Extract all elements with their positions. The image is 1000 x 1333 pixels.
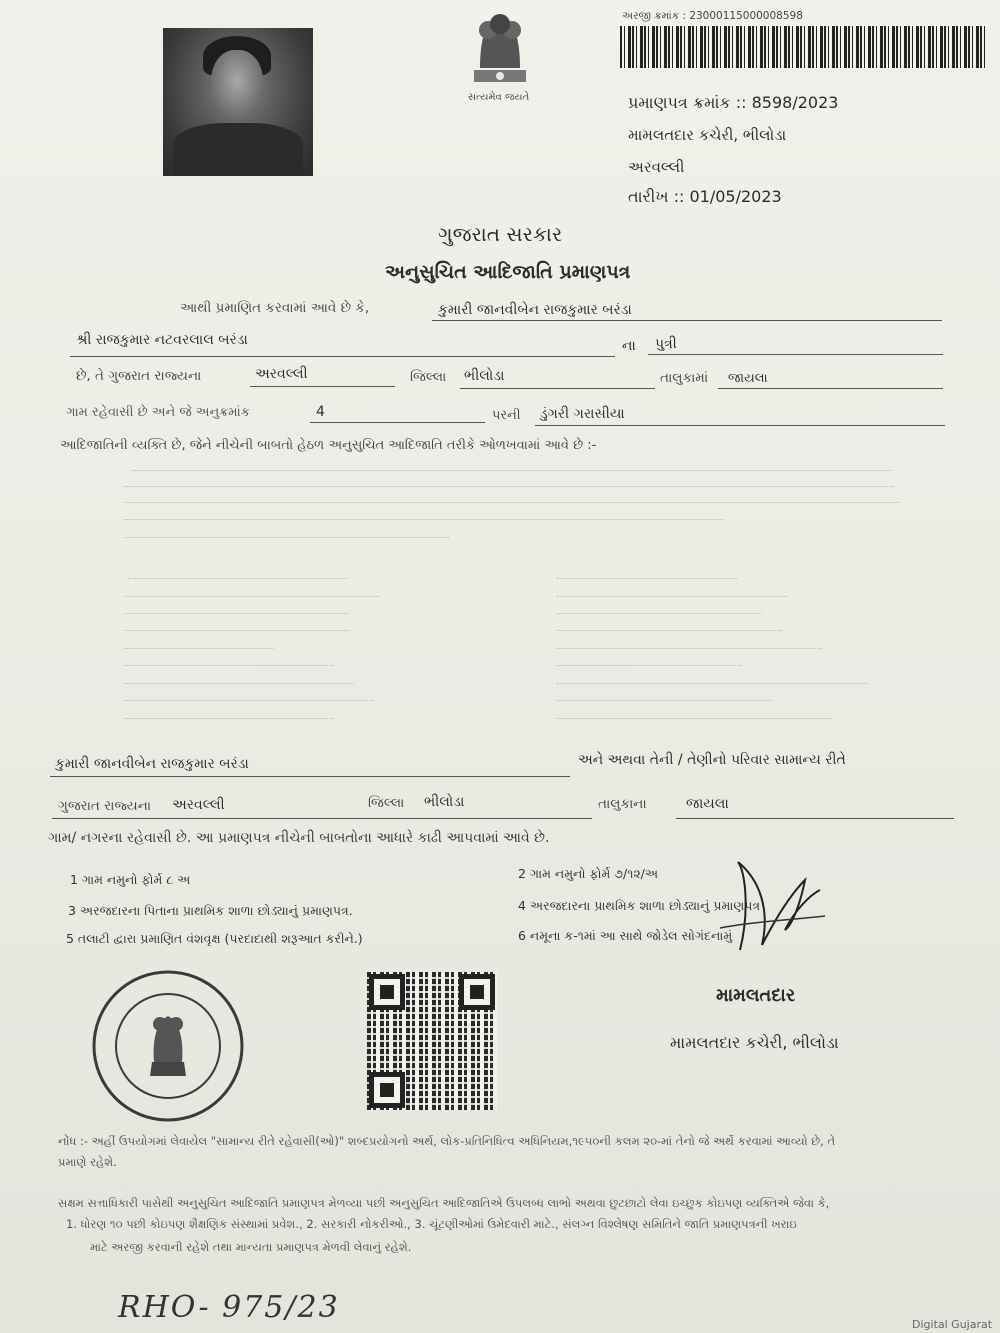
underline [718,388,943,389]
relation: પુત્રી [655,336,677,352]
national-emblem-icon [458,4,542,104]
underline [648,354,943,355]
note-1b: પ્રમાણે રહેશે. [58,1155,117,1169]
section2-state-text: ગુજરાત રાજ્યના [58,798,152,814]
certificate-number: પ્રમાણપત્ર ક્રમાંક :: 8598/2023 [628,93,839,112]
underline [250,386,395,387]
certificate-date: તારીખ :: 01/05/2023 [628,187,782,206]
issue-text: ગામ/ નગરના રહેવાસી છે. આ પ્રમાણપત્ર નીચેની બાબતોના આધારે કાઢી આપવામાં આવે છે. [48,830,550,846]
father-name: શ્રી રાજકુમાર નટવરલાલ બરંડા [76,332,248,348]
government-title: ગુજરાત સરકાર [438,222,563,246]
handwritten-reference: RHO- 975/23 [118,1290,340,1325]
village-value: જાયલા [728,371,768,386]
header-district: અરવલ્લી [628,158,685,176]
section2-jilla-label: જિલ્લા [368,795,405,811]
section2-district: અરવલ્લી [172,797,225,813]
section2-name: કુમારી જાનવીબેન રાજકુમાર બરંડા [55,756,249,772]
serial-number: 4 [316,404,325,420]
par-label: પરની [492,408,521,423]
seal-text [0,0,1,1]
note-4: માટે અરજી કરવાની રહેશે તથા માન્યતા પ્રમાણપત્ર મેળવી લેવાનું રહેશે. [90,1240,412,1254]
fine-print-line [124,527,449,538]
applicant-name: કુમારી જાનવીબેન રાજકુમાર બરંડા [438,302,632,318]
note-2: સક્ષમ સત્તાધિકારી પાસેથી અનુસુચિત આદિજાતિ પ્રમાણપત્ર મેળવ્યા પછી અનુસુચિત આદિજાતિએ ઉપલબ્ધ લાભો અથવા છુટછાટો લેવા ઇચ્છુક કોઇપણ વ્યક્તિએ જેવા કે, [58,1196,830,1210]
certificate-title: અનુસુચિત આદિજાતિ પ્રમાણપત્ર [385,261,631,283]
fine-print-line [132,460,892,471]
tribal-text: આદિજાતિની વ્યક્તિ છે, જેને નીચેની બાબતો હેઠળ અનુસુચિત આદિજાતિ તરીકે ઓળખવામાં આવે છે :- [60,438,597,453]
fine-print-line [124,476,894,487]
basis-item-1: 1 ગામ નમુનો ફોર્મ ૮ અ [70,872,191,887]
underline [52,818,592,819]
applicant-photo [163,28,313,176]
certify-text: આથી પ્રમાણિત કરવામાં આવે છે કે, [180,300,370,316]
signatory-office: મામલતદાર કચેરી, ભીલોડા [670,1033,839,1052]
underline [50,776,570,777]
emblem-motto: સત્યમેવ જયતે [468,92,530,103]
district-value: અરવલ્લી [255,366,308,382]
basis-item-5: 5 તલાટી દ્વારા પ્રમાણિત વંશવૃક્ષ (પરદાદાથી શરૂઆત કરીને.) [66,931,363,946]
application-number: અરજી ક્રમાંક : 23000115000008598 [622,10,803,22]
note-3: 1. ધોરણ ૧૦ પછી કોઇપણ શૈક્ષણિક સંસ્થામાં પ્રવેશ., 2. સરકારી નોકરીઓ., 3. ચૂંટણીઓમાં ઉમેદવારી માટે., સંલગ્ન વિશ્લેષણ સમિતિને જાતિ પ્રમાણપત્રની ખરાઇ [66,1217,797,1231]
section2-taluka: ભીલોડા [424,794,465,810]
officer-signature-icon [700,850,830,960]
resident-text: ગામ રહેવાસી છે અને જે અનુક્રમાંક [66,405,250,420]
state-text: છે, તે ગુજરાત રાજ્યના [76,368,202,384]
underline [460,388,655,389]
na-label: ના [622,338,636,354]
header-office: મામલતદાર કચેરી, ભીલોડા [628,126,787,144]
qr-code-icon [367,972,497,1110]
family-text: અને અથવા તેની / તેણીનો પરિવાર સામાન્ય રીતે [578,752,846,768]
note-1: નોંધ :- અહીં ઉપયોગમાં લેવાયેલ "સામાન્ય રીતે રહેવાસી(ઓ)" શબ્દપ્રયોગનો અર્થ, લોક-પ્રતિનિધિત્વ અધિનિયમ,૧૯૫૦ની કલમ ૨૦-માં તેનો જે અર્થે કરવામાં આવ્યો છે, તે [58,1134,836,1148]
underline [535,425,945,426]
fine-print-line [124,509,724,520]
taluka-value: ભીલોડા [464,368,505,384]
basis-item-4: 4 અરજદારના પ્રાથમિક શાળા છોડ્યાનું પ્રમાણપત્ર [518,898,761,913]
underline [432,320,942,321]
signatory-title: મામલતદાર [716,985,796,1006]
underline [676,818,954,819]
barcode [620,26,985,68]
section2-village: જાયલા [686,796,729,812]
basis-item-3: 3 અરજદારના પિતાના પ્રાથમિક શાળા છોડ્યાનું પ્રમાણપત્ર. [68,903,353,918]
taluka-label: તાલુકામાં [660,370,709,386]
footer-brand: Digital Gujarat [912,1318,993,1331]
tribe-name: ડુંગરી ગરાસીયા [540,406,625,422]
basis-item-6: 6 નમૂના ક-૧માં આ સાથે જોડેલ સોગંદનામું [518,928,733,943]
fine-print-line [124,492,899,503]
underline [310,422,485,423]
underline [70,356,615,357]
basis-item-2: 2 ગામ નમુનો ફોર્મ ૭/૧૨/અ [518,866,659,881]
jilla-label: જિલ્લા [410,369,447,385]
mamlatdar-seal-icon [88,966,248,1126]
section2-taluka-label: તાલુકાના [598,796,647,812]
